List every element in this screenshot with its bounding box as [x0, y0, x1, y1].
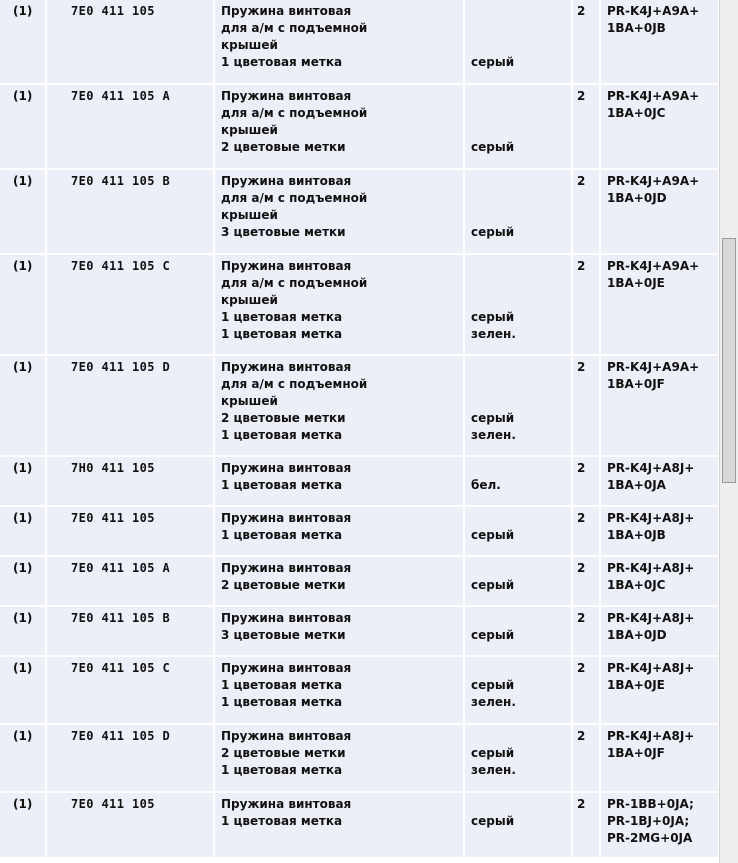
pr-code-cell: [601, 356, 718, 455]
description-cell-line: 1 цветовая метка: [221, 695, 343, 709]
color-cell-line: [471, 105, 571, 122]
vertical-scrollbar[interactable]: [719, 0, 738, 863]
part-number-cell: 7H0 411 105: [47, 457, 213, 505]
quantity-cell: 2: [573, 607, 599, 655]
part-number-cell: 7E0 411 105 D: [47, 725, 213, 791]
color-cell-line: серый: [471, 140, 515, 154]
pr-code-cell-line: 1BA+0JB: [607, 21, 666, 35]
position-cell: (1): [0, 507, 45, 555]
description-cell: [215, 457, 463, 505]
part-number-cell: 7E0 411 105 B: [47, 607, 213, 655]
color-cell-line: серый: [471, 628, 515, 642]
color-cell: [465, 507, 571, 555]
description-cell-line: крышей: [221, 394, 278, 408]
description-cell: [215, 793, 463, 857]
table-row: [0, 85, 718, 168]
description-cell-line: Пружина винтовая: [221, 174, 352, 188]
color-cell-line: [471, 510, 571, 527]
part-number-cell: 7E0 411 105: [47, 793, 213, 857]
color-cell: [465, 607, 571, 655]
part-number-cell: 7E0 411 105 D: [47, 356, 213, 455]
quantity-cell: 2: [573, 356, 599, 455]
color-cell-line: [471, 190, 571, 207]
position-cell: (1): [0, 607, 45, 655]
quantity-cell: 2: [573, 85, 599, 168]
description-cell-line: 1 цветовая метка: [221, 678, 343, 692]
description-cell-line: 1 цветовая метка: [221, 327, 343, 341]
color-cell-line: серый: [471, 678, 515, 692]
description-cell: [215, 170, 463, 253]
color-cell-line: [471, 275, 571, 292]
color-cell-line: [471, 258, 571, 275]
description-cell-line: для а/м с подъемной: [221, 377, 368, 391]
pr-code-cell-line: 1BA+0JC: [607, 578, 666, 592]
description-cell-line: крышей: [221, 208, 278, 222]
color-cell-line: серый: [471, 55, 515, 69]
color-cell-line: серый: [471, 528, 515, 542]
part-number-cell: 7E0 411 105: [47, 0, 213, 83]
position-cell: (1): [0, 170, 45, 253]
table-row: [0, 557, 718, 605]
description-cell-line: крышей: [221, 38, 278, 52]
description-cell: [215, 657, 463, 723]
description-cell-line: для а/м с подъемной: [221, 276, 368, 290]
quantity-cell: 2: [573, 557, 599, 605]
color-cell: [465, 170, 571, 253]
table-row: [0, 793, 718, 857]
description-cell-line: Пружина винтовая: [221, 461, 352, 475]
position-cell: (1): [0, 85, 45, 168]
description-cell: [215, 557, 463, 605]
pr-code-cell-line: PR-K4J+A9A+: [607, 89, 700, 103]
description-cell-line: для а/м с подъемной: [221, 21, 368, 35]
pr-code-cell: [601, 725, 718, 791]
pr-code-cell-line: PR-2MG+0JA: [607, 831, 693, 845]
table-row: [0, 507, 718, 555]
description-cell-line: Пружина винтовая: [221, 4, 352, 18]
description-cell-line: 3 цветовые метки: [221, 225, 346, 239]
color-cell: [465, 457, 571, 505]
quantity-cell: 2: [573, 725, 599, 791]
description-cell-line: Пружина винтовая: [221, 259, 352, 273]
color-cell-line: [471, 3, 571, 20]
pr-code-cell-line: PR-K4J+A8J+: [607, 661, 695, 675]
quantity-cell: 2: [573, 0, 599, 83]
color-cell-line: [471, 610, 571, 627]
description-cell-line: 1 цветовая метка: [221, 478, 343, 492]
description-cell-line: Пружина винтовая: [221, 89, 352, 103]
pr-code-cell-line: 1BA+0JD: [607, 191, 667, 205]
pr-code-cell-line: 1BA+0JE: [607, 678, 665, 692]
description-cell: [215, 0, 463, 83]
scrollbar-thumb[interactable]: [722, 238, 736, 483]
description-cell-line: 3 цветовые метки: [221, 628, 346, 642]
part-number-cell: 7E0 411 105 A: [47, 557, 213, 605]
pr-code-cell: [601, 0, 718, 83]
color-cell-line: [471, 460, 571, 477]
color-cell-line: [471, 88, 571, 105]
part-number-cell: 7E0 411 105 B: [47, 170, 213, 253]
description-cell-line: 2 цветовые метки: [221, 140, 346, 154]
color-cell: [465, 725, 571, 791]
position-cell: (1): [0, 557, 45, 605]
quantity-cell: 2: [573, 457, 599, 505]
description-cell-line: Пружина винтовая: [221, 611, 352, 625]
pr-code-cell: [601, 457, 718, 505]
color-cell-line: [471, 359, 571, 376]
color-cell-line: серый: [471, 411, 515, 425]
description-cell: [215, 356, 463, 455]
pr-code-cell-line: 1BA+0JD: [607, 628, 667, 642]
pr-code-cell: [601, 557, 718, 605]
pr-code-cell-line: PR-K4J+A8J+: [607, 729, 695, 743]
pr-code-cell-line: PR-K4J+A9A+: [607, 4, 700, 18]
color-cell: [465, 356, 571, 455]
description-cell-line: 2 цветовые метки: [221, 411, 346, 425]
pr-code-cell-line: PR-K4J+A9A+: [607, 174, 700, 188]
description-cell: [215, 85, 463, 168]
quantity-cell: 2: [573, 657, 599, 723]
description-cell-line: для а/м с подъемной: [221, 191, 368, 205]
color-cell-line: [471, 560, 571, 577]
quantity-cell: 2: [573, 255, 599, 354]
color-cell-line: бел.: [471, 478, 501, 492]
pr-code-cell-line: PR-K4J+A8J+: [607, 561, 695, 575]
description-cell-line: крышей: [221, 293, 278, 307]
table-row: [0, 657, 718, 723]
pr-code-cell: [601, 170, 718, 253]
part-number-cell: 7E0 411 105: [47, 507, 213, 555]
part-number-cell: 7E0 411 105 A: [47, 85, 213, 168]
pr-code-cell-line: PR-1BB+0JA;: [607, 797, 694, 811]
color-cell-line: зелен.: [471, 327, 516, 341]
color-cell-line: [471, 393, 571, 410]
pr-code-cell-line: PR-K4J+A8J+: [607, 461, 695, 475]
description-cell-line: для а/м с подъемной: [221, 106, 368, 120]
color-cell-line: [471, 292, 571, 309]
description-cell-line: Пружина винтовая: [221, 661, 352, 675]
pr-code-cell-line: PR-K4J+A8J+: [607, 611, 695, 625]
color-cell: [465, 793, 571, 857]
color-cell-line: [471, 122, 571, 139]
description-cell-line: 2 цветовые метки: [221, 578, 346, 592]
color-cell-line: зелен.: [471, 763, 516, 777]
color-cell-line: зелен.: [471, 695, 516, 709]
table-row: [0, 725, 718, 791]
description-cell: [215, 507, 463, 555]
color-cell: [465, 255, 571, 354]
quantity-cell: 2: [573, 170, 599, 253]
description-cell: [215, 725, 463, 791]
position-cell: (1): [0, 457, 45, 505]
pr-code-cell-line: 1BA+0JC: [607, 106, 666, 120]
quantity-cell: 2: [573, 793, 599, 857]
pr-code-cell-line: PR-K4J+A9A+: [607, 259, 700, 273]
table-row: [0, 356, 718, 455]
quantity-cell: 2: [573, 507, 599, 555]
table-row: [0, 457, 718, 505]
position-cell: (1): [0, 725, 45, 791]
pr-code-cell-line: PR-K4J+A8J+: [607, 511, 695, 525]
description-cell-line: Пружина винтовая: [221, 360, 352, 374]
description-cell-line: Пружина винтовая: [221, 729, 352, 743]
color-cell: [465, 557, 571, 605]
table-row: [0, 607, 718, 655]
description-cell: [215, 607, 463, 655]
pr-code-cell-line: PR-1BJ+0JA;: [607, 814, 690, 828]
color-cell: [465, 0, 571, 83]
pr-code-cell: [601, 255, 718, 354]
color-cell-line: зелен.: [471, 428, 516, 442]
description-cell-line: Пружина винтовая: [221, 511, 352, 525]
pr-code-cell: [601, 793, 718, 857]
color-cell-line: [471, 173, 571, 190]
pr-code-cell: [601, 507, 718, 555]
pr-code-cell: [601, 85, 718, 168]
position-cell: (1): [0, 0, 45, 83]
description-cell-line: 1 цветовая метка: [221, 814, 343, 828]
description-cell-line: 1 цветовая метка: [221, 528, 343, 542]
table-row: [0, 170, 718, 253]
description-cell-line: 2 цветовые метки: [221, 746, 346, 760]
description-cell-line: 1 цветовая метка: [221, 310, 343, 324]
description-cell-line: Пружина винтовая: [221, 797, 352, 811]
position-cell: (1): [0, 255, 45, 354]
description-cell-line: 1 цветовая метка: [221, 55, 343, 69]
color-cell-line: серый: [471, 310, 515, 324]
pr-code-cell-line: 1BA+0JF: [607, 746, 665, 760]
pr-code-cell: [601, 657, 718, 723]
description-cell: [215, 255, 463, 354]
pr-code-cell-line: 1BA+0JE: [607, 276, 665, 290]
position-cell: (1): [0, 793, 45, 857]
description-cell-line: 1 цветовая метка: [221, 428, 343, 442]
color-cell-line: [471, 376, 571, 393]
color-cell: [465, 657, 571, 723]
description-cell-line: Пружина винтовая: [221, 561, 352, 575]
color-cell-line: серый: [471, 225, 515, 239]
description-cell-line: крышей: [221, 123, 278, 137]
color-cell-line: [471, 207, 571, 224]
color-cell-line: [471, 660, 571, 677]
part-number-cell: 7E0 411 105 C: [47, 255, 213, 354]
color-cell: [465, 85, 571, 168]
part-number-cell: 7E0 411 105 C: [47, 657, 213, 723]
color-cell-line: [471, 796, 571, 813]
pr-code-cell: [601, 607, 718, 655]
pr-code-cell-line: PR-K4J+A9A+: [607, 360, 700, 374]
color-cell-line: [471, 37, 571, 54]
position-cell: (1): [0, 356, 45, 455]
pr-code-cell-line: 1BA+0JA: [607, 478, 666, 492]
table-row: [0, 0, 718, 83]
pr-code-cell-line: 1BA+0JB: [607, 528, 666, 542]
color-cell-line: серый: [471, 746, 515, 760]
table-row: [0, 255, 718, 354]
description-cell-line: 1 цветовая метка: [221, 763, 343, 777]
color-cell-line: серый: [471, 814, 515, 828]
color-cell-line: серый: [471, 578, 515, 592]
color-cell-line: [471, 728, 571, 745]
pr-code-cell-line: 1BA+0JF: [607, 377, 665, 391]
position-cell: (1): [0, 657, 45, 723]
color-cell-line: [471, 20, 571, 37]
